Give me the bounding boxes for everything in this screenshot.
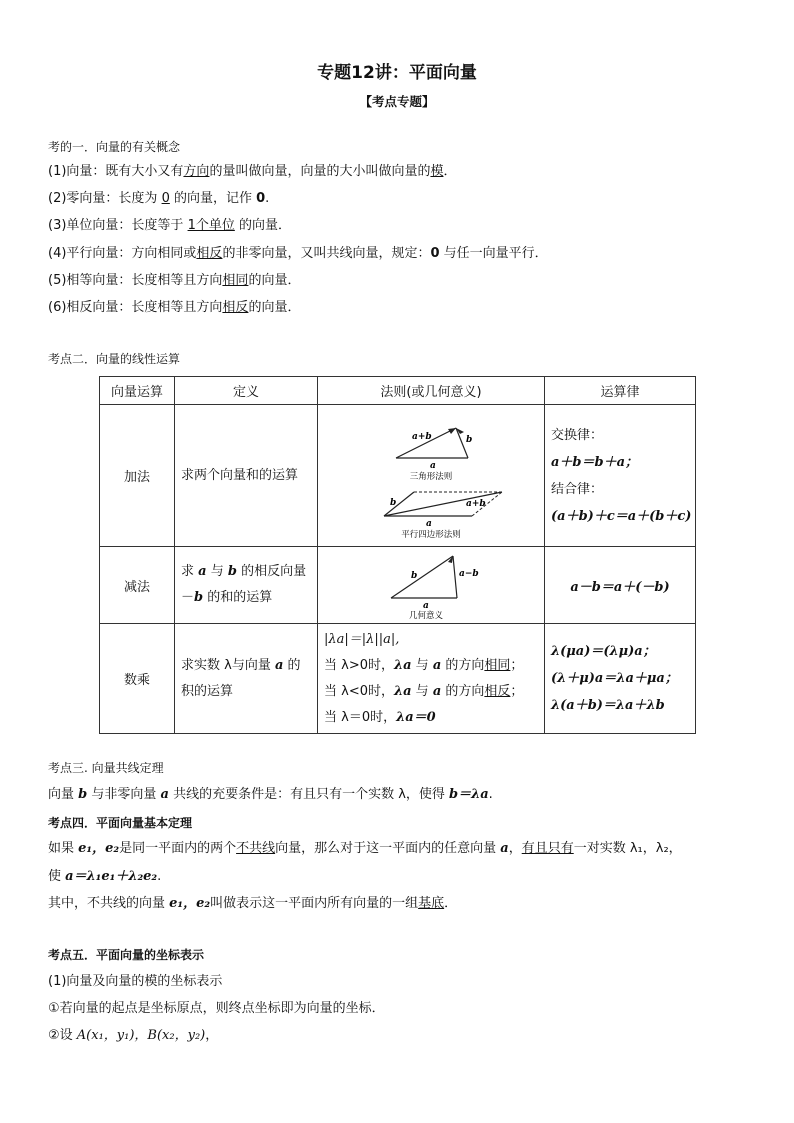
parallelogram-rule-figure	[384, 492, 502, 540]
parallelogram-rule-caption: 平行四边形法则	[401, 529, 461, 540]
section-heading-5: 考点五．平面向量的坐标表示	[48, 948, 205, 962]
addition-diagram	[356, 412, 506, 540]
header-operation: 向量运算	[100, 377, 175, 405]
coordinate-rule-1: ①若向量的起点是坐标原点，则终点坐标即为向量的坐标．	[48, 1001, 385, 1016]
scalar-law-2: (λ＋μ)a＝λa＋μa；	[551, 671, 678, 686]
concept-vector: (1)向量：既有大小又有方向的量叫做向量，向量的大小叫做向量的模．	[48, 164, 457, 179]
label-a: a	[430, 460, 436, 471]
scalar-definition: 求实数 λ与向量 a 的 积的运算	[175, 624, 318, 734]
concept-opposite-vector: (6)相反向量：长度相等且方向相反的向量．	[48, 300, 301, 315]
addition-definition: 求两个向量和的运算	[175, 405, 318, 547]
concept-unit-vector: (3)单位向量：长度等于 1个单位 的向量．	[48, 218, 291, 233]
subtraction-name: 减法	[100, 547, 175, 624]
scalar-rule-zero: 当 λ＝0时，λa＝0	[324, 709, 436, 725]
triangle-rule-caption: 三角形法则	[409, 471, 453, 482]
coordinate-rule-2: ②设 A(x₁，y₁)，B(x₂，y₂)，	[48, 1028, 219, 1043]
collinear-theorem: 向量 b 与非零向量 a 共线的充要条件是：有且只有一个实数 λ，使得 b＝λa.	[48, 787, 493, 802]
scalar-rule-positive: 当 λ>0时，λa 与 a 的方向相同；	[324, 657, 524, 673]
label-a-plus-b-parallelogram: a+b	[466, 498, 486, 509]
section-heading-3: 考点三. 向量共线定理	[48, 761, 164, 775]
table-row-addition	[100, 405, 696, 547]
label-a-minus-b: a−b	[459, 569, 479, 579]
concept-parallel-vector: (4)平行向量：方向相同或相反的非零向量，又叫共线向量，规定：0 与任一向量平行．	[48, 246, 548, 261]
label-b: b	[466, 434, 473, 445]
subtraction-figure	[318, 547, 545, 624]
section-heading-1: 考的一．向量的有关概念	[48, 140, 181, 154]
page-subtitle: 【考点专题】	[359, 94, 435, 109]
basis-theorem-line-2: 使 a＝λ₁e₁＋λ₂e₂.	[48, 869, 162, 884]
triangle-rule-figure	[396, 428, 472, 482]
geometric-meaning-caption: 几何意义	[408, 611, 444, 620]
section-heading-4: 考点四．平面向量基本定理	[48, 816, 193, 830]
law-associative-label: 结合律：	[551, 481, 604, 497]
linear-operations-table	[99, 376, 696, 734]
law-associative: (a＋b)＋c＝a＋(b＋c)	[551, 508, 692, 524]
addition-name: 加法	[100, 405, 175, 547]
concept-zero-vector: (2)零向量：长度为 0 的向量，记作 0.	[48, 191, 270, 206]
table-row-subtraction	[100, 547, 696, 624]
header-rule: 法则(或几何意义)	[318, 377, 545, 405]
scalar-rule	[318, 624, 545, 734]
header-definition: 定义	[175, 377, 318, 405]
label-b-subtraction: b	[411, 571, 418, 581]
basis-theorem-line-3: 其中，不共线的向量 e₁，e₂叫做表示这一平面内所有向量的一组基底．	[48, 896, 458, 911]
label-b-parallelogram: b	[390, 497, 397, 508]
concept-equal-vector: (5)相等向量：长度相等且方向相同的向量．	[48, 273, 301, 288]
scalar-law-3: λ(a＋b)＝λa＋λb	[551, 698, 665, 713]
label-a-plus-b: a+b	[412, 431, 432, 442]
label-a-subtraction: a	[423, 601, 429, 611]
subtraction-diagram	[371, 550, 491, 620]
addition-figure	[318, 405, 545, 547]
subtraction-law: a－b＝a＋(－b)	[545, 547, 696, 624]
subtraction-definition: 求 a 与 b 的相反向量 －b 的和的运算	[175, 547, 318, 624]
basis-theorem-line-1: 如果 e₁，e₂是同一平面内的两个不共线向量，那么对于这一平面内的任意向量 a，有且只有一对实数 λ₁，λ₂，	[48, 841, 682, 856]
page-title: 专题12讲：平面向量	[317, 63, 477, 83]
scalar-rule-modulus: |λa|＝|λ||a|,	[324, 631, 400, 647]
section-heading-2: 考点二．向量的线性运算	[48, 352, 181, 366]
header-law: 运算律	[545, 377, 696, 405]
law-commutative: a＋b＝b＋a；	[551, 454, 639, 470]
scalar-law-1: λ(μa)＝(λμ)a；	[551, 644, 656, 659]
scalar-laws	[545, 624, 696, 734]
addition-laws	[545, 405, 696, 547]
label-a-parallelogram: a	[426, 518, 432, 529]
scalar-name: 数乘	[100, 624, 175, 734]
table-header-row	[100, 377, 696, 405]
scalar-rule-negative: 当 λ<0时，λa 与 a 的方向相反；	[324, 683, 524, 699]
law-commutative-label: 交换律：	[551, 427, 604, 443]
coordinate-subheading: (1)向量及向量的模的坐标表示	[48, 974, 223, 989]
table-row-scalar-multiplication	[100, 624, 696, 734]
